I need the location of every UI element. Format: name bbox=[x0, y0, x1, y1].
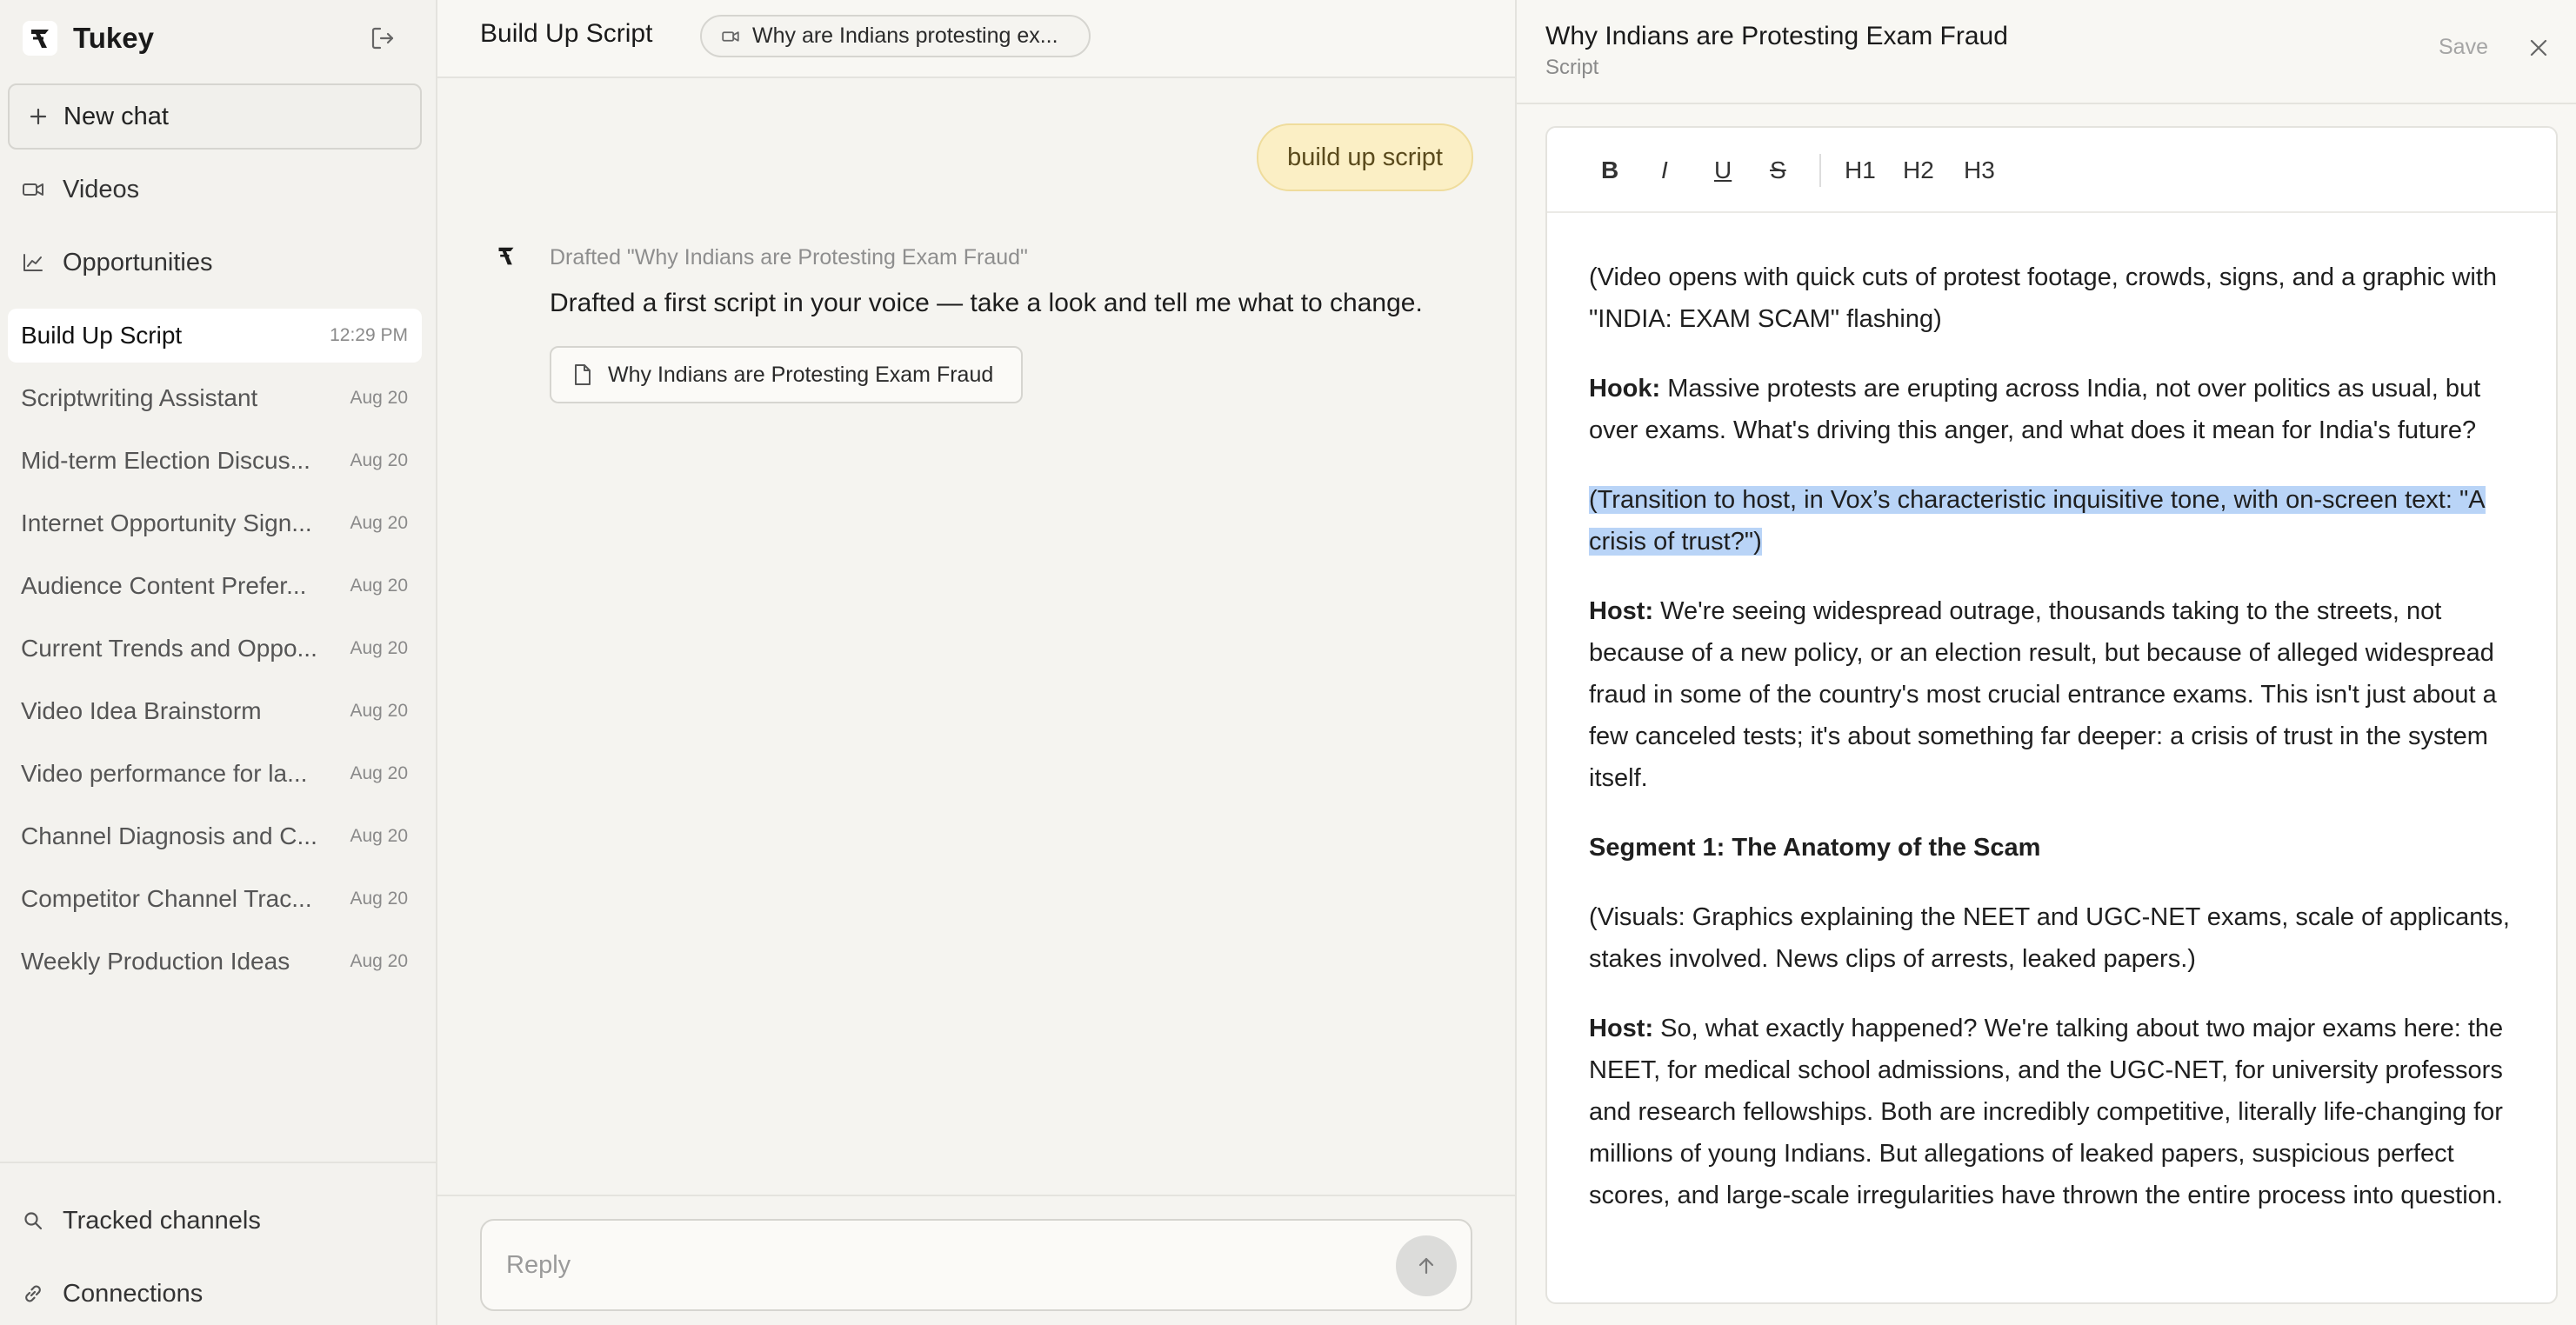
video-icon bbox=[721, 30, 740, 43]
linked-video-chip[interactable] bbox=[700, 15, 1091, 57]
reply-input[interactable] bbox=[506, 1245, 1358, 1285]
nav-videos[interactable] bbox=[21, 165, 421, 214]
draft-caption: Drafted "Why Indians are Protesting Exam Fraud" bbox=[550, 245, 1028, 270]
heading-3-button[interactable]: H3 bbox=[1964, 156, 1995, 183]
script-paragraph: (Video opens with quick cuts of protest footage, crowds, signs, and a graphic with "INDIA: EXAM SCAM" flashing) bbox=[1589, 263, 2498, 333]
toolbar-divider bbox=[1819, 154, 1821, 187]
chat-item-title: Competitor Channel Trac... bbox=[21, 885, 312, 912]
chat-item[interactable] bbox=[8, 434, 422, 488]
close-button[interactable] bbox=[2524, 33, 2553, 63]
script-paragraph-host: Host: We're seeing widespread outrage, thousands taking to the streets, not because of a new policy, or an election result, but because of alleged widespread fraud in some of the country's most crucial entrance exams. This isn't just about a few canceled tests; it's about something far deeper: a crisis of trust in the system itself. bbox=[1589, 597, 2497, 792]
chat-item-title: Build Up Script bbox=[21, 322, 183, 349]
send-button[interactable] bbox=[1396, 1235, 1457, 1296]
chart-line-icon bbox=[21, 250, 45, 275]
chat-item-date: Aug 20 bbox=[350, 889, 408, 909]
chat-item[interactable] bbox=[8, 684, 422, 738]
chat-item-title: Channel Diagnosis and C... bbox=[21, 822, 317, 849]
chat-item[interactable] bbox=[8, 872, 422, 926]
assistant-message: Drafted a first script in your voice — take a look and tell me what to change. bbox=[550, 289, 1423, 317]
chat-item-date: Aug 20 bbox=[350, 388, 408, 408]
document-pane bbox=[1515, 0, 2576, 1325]
tukey-logo-icon bbox=[23, 21, 57, 56]
script-editor[interactable] bbox=[1545, 126, 2558, 1304]
underline-button[interactable]: U bbox=[1714, 156, 1732, 183]
chat-item[interactable] bbox=[8, 559, 422, 613]
chat-item-date: Aug 20 bbox=[350, 701, 408, 721]
brand-name: Tukey bbox=[73, 22, 154, 54]
chat-item-date: Aug 20 bbox=[350, 951, 408, 971]
chat-item-date: 12:29 PM bbox=[330, 325, 408, 345]
new-chat-button[interactable] bbox=[8, 83, 422, 150]
chat-title: Build Up Script bbox=[480, 19, 653, 48]
chat-item-date: Aug 20 bbox=[350, 576, 408, 596]
script-segment-heading: Segment 1: The Anatomy of the Scam bbox=[1589, 834, 2041, 862]
video-icon bbox=[21, 177, 45, 202]
chat-item-title: Scriptwriting Assistant bbox=[21, 384, 258, 411]
chat-item[interactable] bbox=[8, 496, 422, 550]
nav-connections[interactable] bbox=[21, 1269, 421, 1318]
italic-button[interactable]: I bbox=[1661, 156, 1668, 183]
brand[interactable] bbox=[23, 17, 154, 59]
chat-item-date: Aug 20 bbox=[350, 763, 408, 783]
chat-item[interactable] bbox=[8, 747, 422, 801]
format-toolbar bbox=[1547, 128, 2556, 213]
chat-item-title: Mid-term Election Discus... bbox=[21, 447, 310, 474]
script-body[interactable] bbox=[1589, 256, 2528, 1244]
sidebar-footer bbox=[0, 1162, 437, 1325]
nav-opportunities[interactable] bbox=[21, 238, 421, 287]
assistant-avatar-icon bbox=[491, 242, 521, 271]
script-paragraph-host: Host: So, what exactly happened? We're talking about two major exams here: the NEET, for medical school admissions, and the UGC-NET, for university professors and research fellowships. Both are incredibly competitive, literally life-changing for millions of young Indians. But allegations of leaked papers, suspicious perfect scores, and large-scale irregularities have thrown the entire process into question. bbox=[1589, 1015, 2504, 1209]
save-button[interactable]: Save bbox=[2439, 35, 2488, 59]
chat-item-date: Aug 20 bbox=[350, 513, 408, 533]
close-icon bbox=[2528, 37, 2549, 58]
chat-item-title: Weekly Production Ideas bbox=[21, 948, 290, 975]
document-icon bbox=[573, 363, 592, 386]
chat-item[interactable] bbox=[8, 809, 422, 863]
bold-button[interactable]: B bbox=[1601, 156, 1619, 183]
plus-icon bbox=[29, 107, 48, 126]
strikethrough-button[interactable]: S bbox=[1770, 156, 1786, 183]
document-chip-label: Why Indians are Protesting Exam Fraud bbox=[608, 362, 994, 387]
script-paragraph-visuals: (Visuals: Graphics explaining the NEET and UGC-NET exams, scale of applicants, stakes involved. News clips of arrests, leaked papers.) bbox=[1589, 903, 2510, 973]
nav-videos-label: Videos bbox=[63, 175, 140, 203]
chat-item[interactable] bbox=[8, 622, 422, 676]
document-title: Why Indians are Protesting Exam Fraud bbox=[1545, 22, 2008, 50]
document-header bbox=[1517, 0, 2576, 104]
new-chat-label: New chat bbox=[63, 102, 169, 130]
search-icon bbox=[21, 1208, 45, 1233]
sign-out-icon bbox=[370, 25, 396, 51]
heading-2-button[interactable]: H2 bbox=[1903, 156, 1934, 183]
collapse-sidebar-button[interactable] bbox=[364, 19, 402, 57]
chat-item-title: Audience Content Prefer... bbox=[21, 572, 307, 599]
reply-area bbox=[437, 1195, 1515, 1325]
linked-video-label: Why are Indians protesting ex... bbox=[752, 23, 1058, 48]
link-icon bbox=[21, 1282, 45, 1306]
chat-item-build-up-script[interactable] bbox=[8, 309, 422, 363]
user-message: build up script bbox=[1257, 123, 1473, 191]
chat-pane bbox=[437, 0, 1515, 1325]
chat-item-date: Aug 20 bbox=[350, 638, 408, 658]
chat-item[interactable] bbox=[8, 935, 422, 989]
sidebar bbox=[0, 0, 437, 1325]
chat-header bbox=[437, 0, 1515, 78]
chat-item-date: Aug 20 bbox=[350, 450, 408, 470]
chat-history-list bbox=[8, 309, 422, 997]
nav-connections-label: Connections bbox=[63, 1279, 204, 1308]
document-type: Script bbox=[1545, 56, 1599, 79]
open-document-button[interactable] bbox=[550, 346, 1023, 403]
chat-item-title: Current Trends and Oppo... bbox=[21, 635, 317, 662]
chat-item-title: Video performance for la... bbox=[21, 760, 308, 787]
chat-item[interactable] bbox=[8, 371, 422, 425]
nav-opportunities-label: Opportunities bbox=[63, 248, 213, 276]
chat-item-title: Video Idea Brainstorm bbox=[21, 697, 262, 724]
reply-box bbox=[480, 1219, 1472, 1311]
arrow-up-icon bbox=[1416, 1255, 1437, 1276]
chat-item-title: Internet Opportunity Sign... bbox=[21, 509, 312, 536]
nav-tracked-channels-label: Tracked channels bbox=[63, 1206, 261, 1235]
script-paragraph-selected: (Transition to host, in Vox’s characteristic inquisitive tone, with on-screen text: "A crisis of trust?") bbox=[1589, 486, 2486, 556]
chat-item-date: Aug 20 bbox=[350, 826, 408, 846]
nav-tracked-channels[interactable] bbox=[21, 1196, 421, 1245]
heading-1-button[interactable]: H1 bbox=[1845, 156, 1876, 183]
script-paragraph-hook: Hook: Massive protests are erupting across India, not over politics as usual, but over exams. What's driving this anger, and what does it mean for India's future? bbox=[1589, 375, 2481, 444]
